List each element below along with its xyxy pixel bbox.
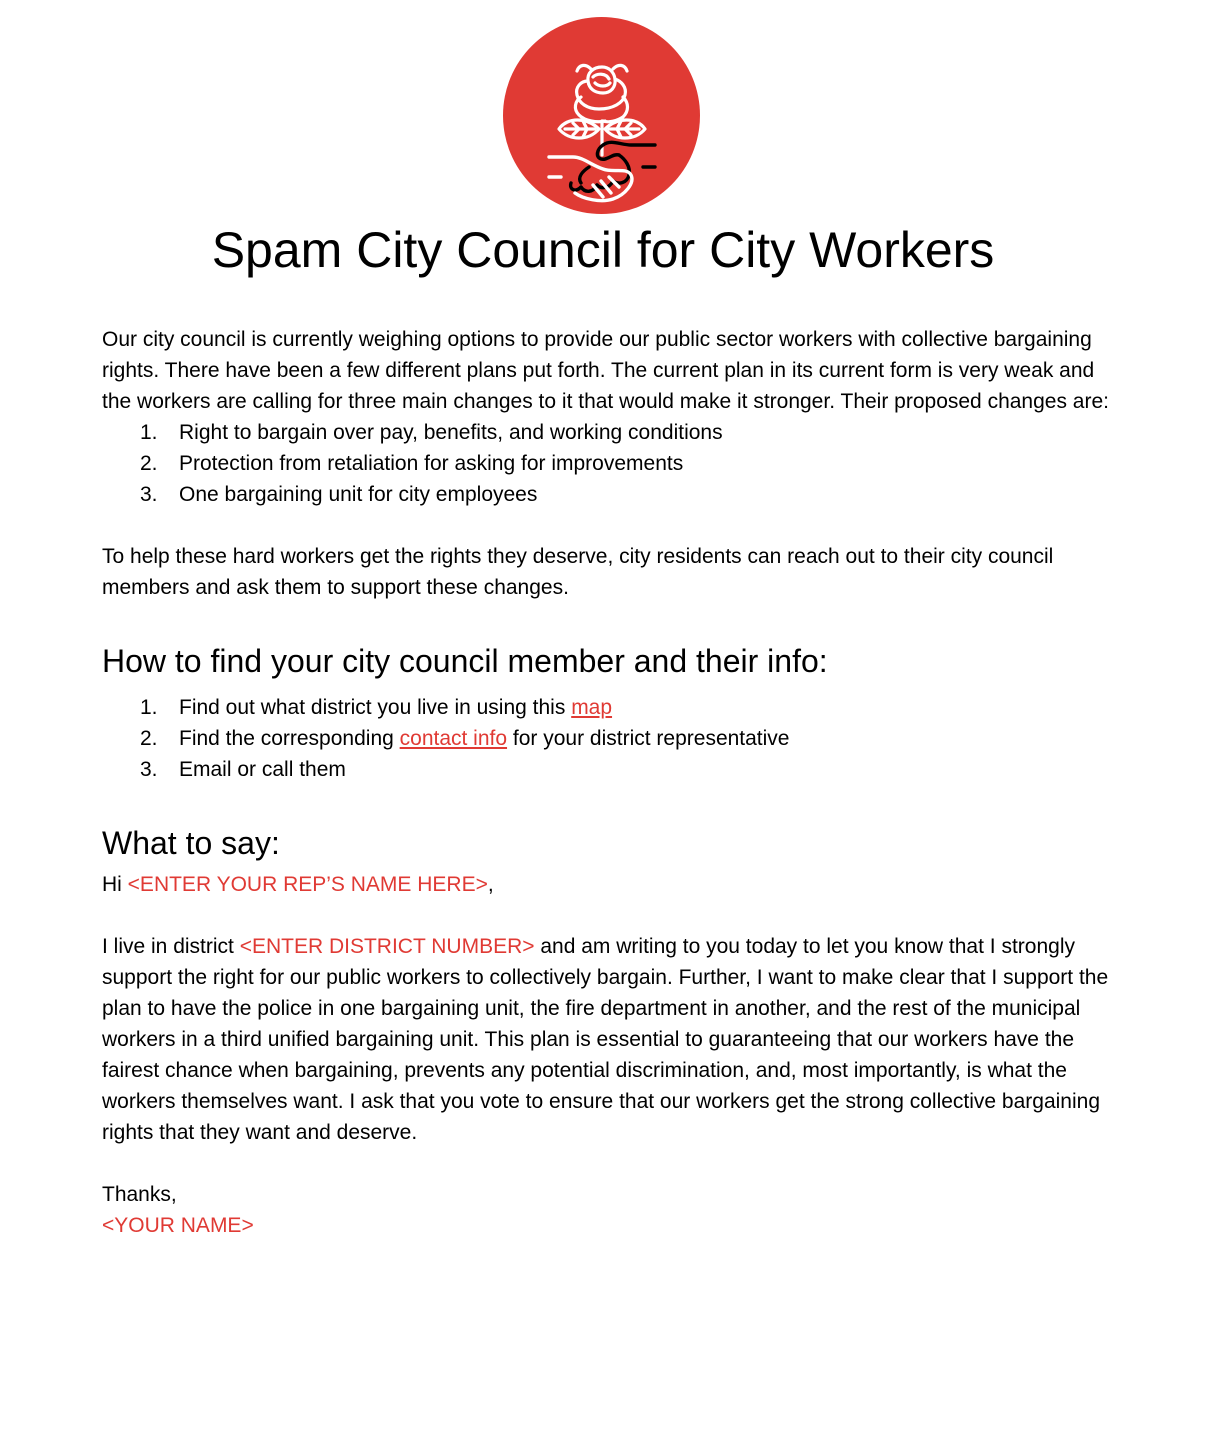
list-text: Email or call them xyxy=(179,758,346,781)
logo xyxy=(503,17,700,214)
letter-body-prefix: I live in district xyxy=(102,935,240,958)
find-steps-list xyxy=(102,692,1112,785)
your-name-placeholder: <YOUR NAME> xyxy=(102,1214,254,1237)
list-number: 2. xyxy=(140,452,158,475)
list-item xyxy=(102,692,1112,723)
signoff: Thanks, xyxy=(102,1183,177,1206)
greeting-line xyxy=(102,869,1112,900)
proposed-changes-list xyxy=(102,417,1112,510)
list-item xyxy=(102,479,1112,510)
find-council-heading: How to find your city council member and their info: xyxy=(102,643,828,679)
list-text: Find the corresponding xyxy=(179,727,400,750)
list-text: Find out what district you live in using this xyxy=(179,696,572,719)
what-to-say-heading: What to say: xyxy=(102,825,280,861)
list-text: Right to bargain over pay, benefits, and working conditions xyxy=(179,421,723,444)
list-number: 3. xyxy=(140,483,158,506)
rose-handshake-logo-icon xyxy=(503,17,700,214)
list-item xyxy=(102,417,1112,448)
greeting-prefix: Hi xyxy=(102,873,128,896)
letter-body xyxy=(102,931,1112,1148)
list-item xyxy=(102,723,1112,754)
district-number-placeholder: <ENTER DISTRICT NUMBER> xyxy=(239,935,535,958)
map-link[interactable]: map xyxy=(571,696,613,719)
list-number: 2. xyxy=(140,727,158,750)
list-item xyxy=(102,448,1112,479)
list-number: 3. xyxy=(140,758,158,781)
list-text: One bargaining unit for city employees xyxy=(179,483,538,506)
letter-body-text: and am writing to you today to let you know that I strongly support the right for our public workers to collectively bargain. Further, I want to make clear that I support the plan to have the police in one bargaining unit, the fire department in another, and the rest of the municipal workers in a third unified bargaining unit. This plan is essential to guaranteeing that our workers have the fairest chance when bargaining, prevents any potential discrimination, and, most importantly, is what the workers themselves want. I ask that you vote to ensure that our workers get the strong collective bargaining rights that they want and deserve. xyxy=(102,935,1109,1144)
list-number: 1. xyxy=(140,696,158,719)
list-text: for your district representative xyxy=(507,727,790,750)
page-title: Spam City Council for City Workers xyxy=(211,222,995,278)
rep-name-placeholder: <ENTER YOUR REP’S NAME HERE> xyxy=(127,873,488,896)
intro-paragraph: Our city council is currently weighing options to provide our public sector workers with collective bargaining rights. There have been a few different plans put forth. The current plan in its current form is very weak and the workers are calling for three main changes to it that would make it stronger. Their proposed changes are: xyxy=(102,328,1109,413)
contact-info-link[interactable]: contact info xyxy=(399,727,508,750)
list-text: Protection from retaliation for asking for improvements xyxy=(179,452,684,475)
document-body xyxy=(102,324,1112,1241)
list-number: 1. xyxy=(140,421,158,444)
closing-paragraph: To help these hard workers get the rights they deserve, city residents can reach out to their city council members and ask them to support these changes. xyxy=(102,545,1054,599)
list-item xyxy=(102,754,1112,785)
greeting-suffix: , xyxy=(487,873,494,896)
